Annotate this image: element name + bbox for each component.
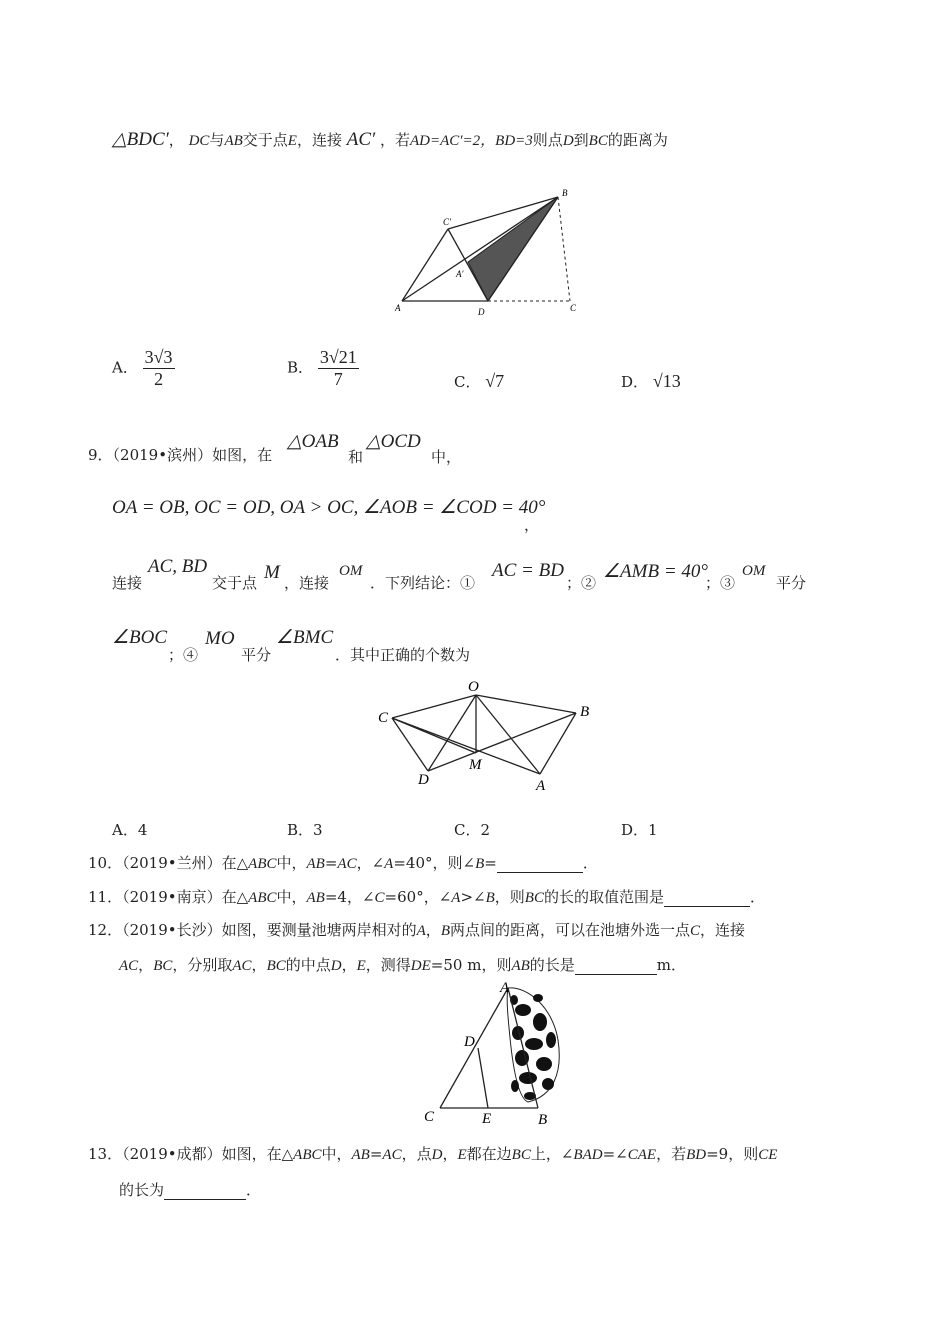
text: ABC bbox=[248, 856, 277, 872]
text: 交于点 bbox=[242, 131, 288, 149]
text: ，若 bbox=[379, 131, 410, 149]
q13-line1 bbox=[88, 1143, 777, 1164]
text: ．其中正确的个数为 bbox=[335, 646, 471, 664]
text: >∠ bbox=[460, 888, 486, 906]
text: AC bbox=[382, 1147, 402, 1163]
text: 与 bbox=[209, 131, 225, 149]
text: 的中点 bbox=[285, 956, 331, 974]
text: E bbox=[457, 1147, 467, 1163]
q13-line2 bbox=[119, 1179, 261, 1200]
text: 的长是 bbox=[529, 956, 575, 974]
tri-bdc: △BDC′ bbox=[112, 129, 169, 150]
label-D: D bbox=[478, 307, 485, 317]
shaded-triangle bbox=[468, 197, 558, 301]
label-C: C bbox=[378, 710, 389, 726]
conclusion-2: ∠AMB = 40° bbox=[603, 561, 708, 582]
text: m． bbox=[656, 956, 687, 974]
text: BC bbox=[266, 958, 286, 974]
label-A-prime: A′ bbox=[456, 269, 464, 279]
math-m: M bbox=[264, 562, 280, 583]
text: AD=AC′=2，BD=3 bbox=[409, 133, 533, 149]
text: CE bbox=[758, 1147, 778, 1163]
q12-line2 bbox=[119, 954, 686, 975]
text: B bbox=[485, 890, 495, 906]
text: ．下列结论：① bbox=[370, 574, 476, 592]
text: 中， bbox=[276, 854, 307, 872]
q10 bbox=[88, 852, 598, 873]
text: CAE bbox=[627, 1147, 657, 1163]
text: ，连接 bbox=[284, 574, 330, 592]
text: A bbox=[416, 923, 426, 939]
edge bbox=[540, 713, 576, 774]
text: （2019•滨州）如图，在 bbox=[112, 446, 273, 464]
text: A bbox=[451, 890, 461, 906]
text: 的长为 bbox=[119, 1181, 165, 1199]
text: ；④ bbox=[168, 646, 199, 664]
pond-spot bbox=[546, 1032, 556, 1048]
label-A: A bbox=[395, 303, 401, 313]
text: ， bbox=[168, 131, 184, 149]
answer-blank[interactable] bbox=[664, 888, 750, 907]
angle-boc: ∠BOC bbox=[112, 627, 168, 648]
text: ． bbox=[582, 854, 598, 872]
text: B bbox=[440, 923, 450, 939]
text: AC bbox=[232, 958, 252, 974]
pond-spot bbox=[515, 1004, 531, 1016]
denominator: 2 bbox=[154, 369, 164, 389]
text: ，连接 bbox=[296, 131, 342, 149]
text: ， bbox=[138, 956, 154, 974]
text: ，连接 bbox=[700, 921, 746, 939]
question-number: 12． bbox=[88, 921, 123, 939]
text: （2019•成都）如图，在△ bbox=[122, 1145, 294, 1163]
label-B: B bbox=[538, 1112, 548, 1128]
numerator: 3√3 bbox=[144, 347, 173, 367]
text: =50 m，则 bbox=[430, 956, 512, 974]
text: DC bbox=[188, 133, 210, 149]
text: 连接 bbox=[112, 574, 143, 592]
label-C: C bbox=[424, 1109, 435, 1125]
denominator: 7 bbox=[333, 369, 343, 389]
text: 则点 bbox=[532, 131, 563, 149]
q9-condition: OA = OB, OC = OD, OA > OC, ∠AOB = ∠COD = 40° bbox=[112, 497, 546, 518]
q9-figure bbox=[372, 678, 602, 796]
text: ABC bbox=[293, 1147, 322, 1163]
text: AC bbox=[337, 856, 357, 872]
pond-spot bbox=[519, 1072, 537, 1084]
text: BC bbox=[524, 890, 544, 906]
text: AB bbox=[306, 856, 325, 872]
q9-option-b[interactable]: B．3 bbox=[287, 821, 323, 839]
text: AC′ bbox=[346, 129, 376, 150]
q9-option-c[interactable]: C．2 bbox=[454, 821, 491, 839]
label-D: D bbox=[464, 1034, 475, 1050]
text: ，测得 bbox=[365, 956, 411, 974]
text: =9，则 bbox=[706, 1145, 759, 1163]
q12-figure bbox=[418, 978, 578, 1130]
text: ， bbox=[442, 1145, 458, 1163]
text: AB bbox=[511, 958, 530, 974]
q8-option-b[interactable] bbox=[287, 347, 359, 390]
text: ，∠ bbox=[356, 854, 385, 872]
answer-blank[interactable] bbox=[164, 1181, 246, 1200]
fraction bbox=[318, 347, 359, 390]
text: = bbox=[324, 854, 338, 872]
text: ， bbox=[425, 921, 441, 939]
label-M: M bbox=[469, 757, 482, 773]
math-mo: MO bbox=[205, 628, 235, 649]
text: B bbox=[475, 856, 485, 872]
text: ， bbox=[251, 956, 267, 974]
q9-stem-line1 bbox=[88, 444, 272, 465]
text: 的长的取值范围是 bbox=[543, 888, 664, 906]
math-om: OM bbox=[339, 563, 363, 579]
q8-figure bbox=[390, 185, 590, 320]
text: 中， bbox=[276, 888, 307, 906]
text: = bbox=[369, 1145, 383, 1163]
label-B: B bbox=[562, 188, 568, 198]
dashed-edge bbox=[558, 197, 570, 301]
text: DE bbox=[410, 958, 431, 974]
option-letter: A． bbox=[112, 358, 138, 377]
label-C-prime: C′ bbox=[443, 217, 451, 227]
fraction bbox=[143, 347, 175, 390]
option-value: √13 bbox=[652, 371, 681, 391]
text: ；③ bbox=[705, 574, 736, 592]
question-number: 10． bbox=[88, 854, 123, 872]
pond-spot bbox=[525, 1038, 543, 1050]
option-letter: B． bbox=[287, 358, 314, 377]
text: =∠ bbox=[602, 1145, 628, 1163]
edge bbox=[476, 695, 576, 713]
text: BAD bbox=[573, 1147, 603, 1163]
angle-bmc: ∠BMC bbox=[276, 627, 334, 648]
q8-option-a[interactable] bbox=[112, 347, 175, 390]
option-letter: D． bbox=[621, 373, 649, 391]
text: A bbox=[384, 856, 394, 872]
text: D bbox=[431, 1147, 443, 1163]
label-C: C bbox=[570, 303, 577, 313]
label-B: B bbox=[580, 704, 590, 720]
label-O: O bbox=[468, 679, 479, 695]
math-ac-bd: AC, BD bbox=[148, 556, 208, 577]
text: 到 bbox=[573, 131, 589, 149]
question-number: 11． bbox=[88, 888, 123, 906]
text: 平分 bbox=[241, 646, 272, 664]
q12-line1 bbox=[88, 919, 745, 940]
option-value: √7 bbox=[485, 371, 505, 391]
pond-spot bbox=[533, 1013, 547, 1031]
text: E bbox=[287, 133, 297, 149]
label-D: D bbox=[418, 772, 429, 788]
text: ，则 bbox=[494, 888, 525, 906]
text: 交于点 bbox=[212, 574, 258, 592]
text: E bbox=[356, 958, 366, 974]
text: ， bbox=[341, 956, 357, 974]
text: C bbox=[374, 890, 385, 906]
text: =40°，则∠ bbox=[393, 854, 476, 872]
text: ABC bbox=[248, 890, 277, 906]
text: 中， bbox=[321, 1145, 352, 1163]
text: BC bbox=[511, 1147, 531, 1163]
label-A: A bbox=[536, 778, 546, 794]
math-om: OM bbox=[742, 563, 766, 579]
text: 平分 bbox=[776, 574, 807, 592]
q8-stem-line1 bbox=[112, 128, 668, 151]
text: D bbox=[562, 133, 574, 149]
pond-spot bbox=[511, 1080, 519, 1092]
text: ． bbox=[749, 888, 765, 906]
text: （2019•长沙）如图，要测量池塘两岸相对的 bbox=[122, 921, 417, 939]
pond-spot bbox=[533, 994, 543, 1002]
pond-spot bbox=[542, 1078, 554, 1090]
text: ，若 bbox=[656, 1145, 687, 1163]
text: AC bbox=[119, 958, 139, 974]
text: （2019•南京）在△ bbox=[122, 888, 249, 906]
option-letter: C． bbox=[454, 373, 481, 391]
answer-blank[interactable] bbox=[497, 854, 583, 873]
text: D bbox=[330, 958, 342, 974]
text: 都在边 bbox=[466, 1145, 512, 1163]
q9-option-a[interactable]: A．4 bbox=[112, 821, 148, 839]
text: =60°，∠ bbox=[384, 888, 452, 906]
text: 的距离为 bbox=[607, 131, 668, 149]
tri-ocd: △OCD bbox=[366, 431, 421, 452]
text: =4，∠ bbox=[324, 888, 375, 906]
conclusion-1: AC = BD bbox=[492, 560, 564, 581]
q9-option-d[interactable]: D．1 bbox=[621, 821, 658, 839]
q8-option-c[interactable] bbox=[454, 371, 504, 392]
question-number: 13． bbox=[88, 1145, 123, 1163]
answer-blank[interactable] bbox=[575, 956, 657, 975]
text: ；② bbox=[566, 574, 597, 592]
text: BD bbox=[686, 1147, 707, 1163]
text: 两点间的距离，可以在池塘外选一点 bbox=[449, 921, 690, 939]
text: 和 bbox=[348, 448, 364, 466]
text: BC bbox=[153, 958, 173, 974]
text: ，分别取 bbox=[172, 956, 233, 974]
text: 中， bbox=[431, 448, 462, 466]
text: AB bbox=[224, 133, 243, 149]
q8-option-d[interactable] bbox=[621, 371, 681, 392]
numerator: 3√21 bbox=[319, 347, 357, 367]
text: C bbox=[690, 923, 701, 939]
q11 bbox=[88, 886, 765, 907]
text: BC bbox=[588, 133, 608, 149]
text: ． bbox=[246, 1181, 262, 1199]
tri-oab: △OAB bbox=[287, 431, 339, 452]
pond-spot bbox=[536, 1057, 552, 1071]
text: = bbox=[484, 854, 497, 872]
label-A: A bbox=[500, 980, 510, 996]
edge-de bbox=[478, 1048, 488, 1108]
text: AB bbox=[306, 890, 325, 906]
text: 上，∠ bbox=[530, 1145, 574, 1163]
text: ， bbox=[524, 516, 540, 534]
text: AB bbox=[351, 1147, 370, 1163]
edge bbox=[402, 229, 448, 301]
text: （2019•兰州）在△ bbox=[122, 854, 249, 872]
text: ，点 bbox=[401, 1145, 432, 1163]
question-number: 9． bbox=[88, 446, 113, 464]
label-E: E bbox=[482, 1111, 492, 1127]
